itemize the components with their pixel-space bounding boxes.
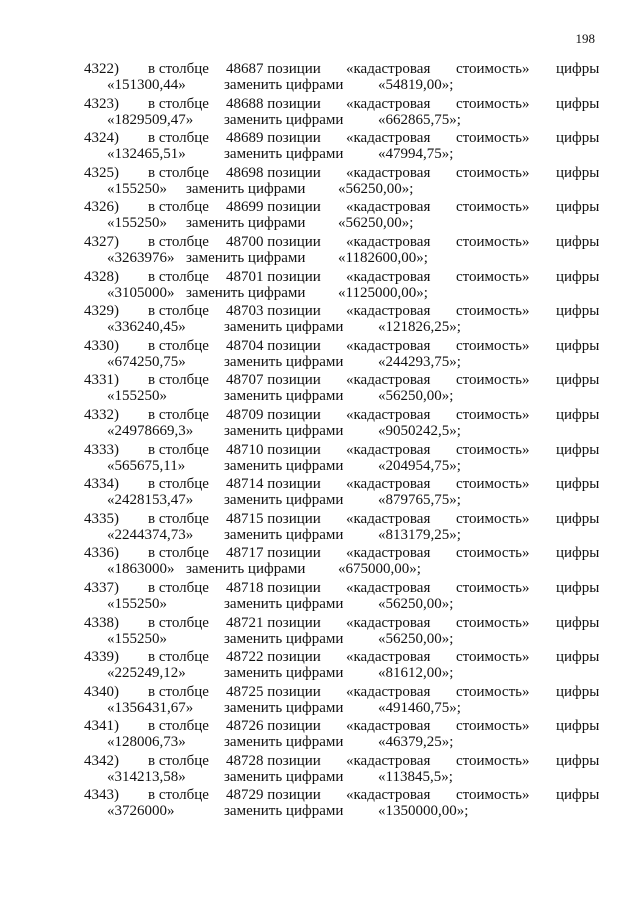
in-column-text: в столбце: [148, 95, 209, 112]
amendment-entry: [0, 442, 639, 477]
entry-second-line: [0, 77, 639, 94]
position-number: 48718 позиции: [226, 579, 321, 596]
value-word: стоимость»: [456, 406, 530, 423]
position-number: 48725 позиции: [226, 683, 321, 700]
entry-number: 4328): [84, 268, 119, 285]
new-value: «1125000,00»;: [338, 284, 428, 301]
new-value: «879765,75»;: [378, 492, 461, 509]
old-value: «1863000»: [107, 561, 175, 578]
amendment-entry: [0, 130, 639, 165]
value-word: стоимость»: [456, 372, 530, 389]
old-value: «2428153,47»: [107, 492, 194, 509]
position-number: 48726 позиции: [226, 718, 321, 735]
value-word: стоимость»: [456, 268, 530, 285]
value-word: стоимость»: [456, 545, 530, 562]
digits-word: цифры: [556, 441, 600, 458]
in-column-text: в столбце: [148, 649, 209, 666]
new-value: «204954,75»;: [378, 457, 461, 474]
in-column-text: в столбце: [148, 337, 209, 354]
replace-with-text: заменить цифрами: [224, 146, 344, 163]
cadastral-word: «кадастровая: [346, 718, 431, 735]
new-value: «675000,00»;: [338, 561, 421, 578]
replace-with-text: заменить цифрами: [186, 249, 306, 266]
digits-word: цифры: [556, 164, 600, 181]
entry-second-line: [0, 561, 639, 578]
digits-word: цифры: [556, 718, 600, 735]
cadastral-word: «кадастровая: [346, 752, 431, 769]
entry-first-line: [0, 649, 639, 666]
in-column-text: в столбце: [148, 476, 209, 493]
entry-number: 4342): [84, 752, 119, 769]
old-value: «565675,11»: [107, 457, 186, 474]
new-value: «46379,25»;: [378, 734, 454, 751]
entry-first-line: [0, 580, 639, 597]
entry-number: 4324): [84, 130, 119, 147]
entry-first-line: [0, 61, 639, 78]
value-word: стоимость»: [456, 199, 530, 216]
old-value: «3726000»: [107, 803, 175, 820]
old-value: «128006,73»: [107, 734, 186, 751]
entry-second-line: [0, 527, 639, 544]
replace-with-text: заменить цифрами: [224, 803, 344, 820]
in-column-text: в столбце: [148, 268, 209, 285]
amendment-entry: [0, 372, 639, 407]
old-value: «24978669,3»: [107, 422, 194, 439]
value-word: стоимость»: [456, 649, 530, 666]
new-value: «56250,00»;: [338, 180, 414, 197]
entry-first-line: [0, 234, 639, 251]
entry-second-line: [0, 665, 639, 682]
entry-second-line: [0, 215, 639, 232]
new-value: «662865,75»;: [378, 111, 461, 128]
replace-with-text: заменить цифрами: [224, 699, 344, 716]
new-value: «81612,00»;: [378, 665, 454, 682]
position-number: 48707 позиции: [226, 372, 321, 389]
value-word: стоимость»: [456, 95, 530, 112]
digits-word: цифры: [556, 268, 600, 285]
replace-with-text: заменить цифрами: [186, 561, 306, 578]
digits-word: цифры: [556, 787, 600, 804]
digits-word: цифры: [556, 303, 600, 320]
in-column-text: в столбце: [148, 683, 209, 700]
entry-number: 4322): [84, 61, 119, 77]
in-column-text: в столбце: [148, 199, 209, 216]
position-number: 48721 позиции: [226, 614, 321, 631]
position-number: 48714 позиции: [226, 476, 321, 493]
old-value: «1356431,67»: [107, 699, 194, 716]
value-word: стоимость»: [456, 787, 530, 804]
new-value: «813179,25»;: [378, 526, 461, 543]
replace-with-text: заменить цифрами: [224, 595, 344, 612]
new-value: «56250,00»;: [378, 630, 454, 647]
replace-with-text: заменить цифрами: [224, 768, 344, 785]
cadastral-word: «кадастровая: [346, 476, 431, 493]
entry-number: 4338): [84, 614, 119, 631]
old-value: «314213,58»: [107, 768, 186, 785]
entry-second-line: [0, 285, 639, 302]
in-column-text: в столбце: [148, 441, 209, 458]
cadastral-word: «кадастровая: [346, 199, 431, 216]
cadastral-word: «кадастровая: [346, 545, 431, 562]
cadastral-word: «кадастровая: [346, 441, 431, 458]
in-column-text: в столбце: [148, 579, 209, 596]
entry-number: 4325): [84, 164, 119, 181]
new-value: «54819,00»;: [378, 77, 454, 93]
position-number: 48703 позиции: [226, 303, 321, 320]
position-number: 48728 позиции: [226, 752, 321, 769]
new-value: «113845,5»;: [378, 768, 453, 785]
entry-second-line: [0, 388, 639, 405]
replace-with-text: заменить цифрами: [224, 734, 344, 751]
old-value: «155250»: [107, 388, 167, 405]
replace-with-text: заменить цифрами: [224, 665, 344, 682]
cadastral-word: «кадастровая: [346, 61, 431, 77]
entry-second-line: [0, 700, 639, 717]
digits-word: цифры: [556, 199, 600, 216]
entry-first-line: [0, 372, 639, 389]
value-word: стоимость»: [456, 718, 530, 735]
new-value: «121826,25»;: [378, 319, 461, 336]
cadastral-word: «кадастровая: [346, 683, 431, 700]
replace-with-text: заменить цифрами: [186, 215, 306, 232]
value-word: стоимость»: [456, 510, 530, 527]
entry-second-line: [0, 492, 639, 509]
position-number: 48722 позиции: [226, 649, 321, 666]
digits-word: цифры: [556, 406, 600, 423]
amendment-entry: [0, 753, 639, 788]
entry-first-line: [0, 338, 639, 355]
value-word: стоимость»: [456, 164, 530, 181]
digits-word: цифры: [556, 372, 600, 389]
value-word: стоимость»: [456, 303, 530, 320]
entry-second-line: [0, 146, 639, 163]
entry-first-line: [0, 545, 639, 562]
in-column-text: в столбце: [148, 614, 209, 631]
entry-second-line: [0, 250, 639, 267]
entry-first-line: [0, 165, 639, 182]
old-value: «225249,12»: [107, 665, 186, 682]
amendment-entry: [0, 580, 639, 615]
value-word: стоимость»: [456, 337, 530, 354]
entry-first-line: [0, 718, 639, 735]
cadastral-word: «кадастровая: [346, 303, 431, 320]
in-column-text: в столбце: [148, 233, 209, 250]
in-column-text: в столбце: [148, 406, 209, 423]
value-word: стоимость»: [456, 441, 530, 458]
value-word: стоимость»: [456, 233, 530, 250]
in-column-text: в столбце: [148, 372, 209, 389]
cadastral-word: «кадастровая: [346, 510, 431, 527]
digits-word: цифры: [556, 614, 600, 631]
new-value: «1182600,00»;: [338, 249, 428, 266]
old-value: «155250»: [107, 630, 167, 647]
old-value: «3263976»: [107, 249, 175, 266]
replace-with-text: заменить цифрами: [224, 77, 344, 93]
entry-number: 4339): [84, 649, 119, 666]
digits-word: цифры: [556, 61, 600, 77]
new-value: «56250,00»;: [378, 595, 454, 612]
entry-number: 4332): [84, 406, 119, 423]
value-word: стоимость»: [456, 476, 530, 493]
value-word: стоимость»: [456, 579, 530, 596]
value-word: стоимость»: [456, 614, 530, 631]
entry-number: 4329): [84, 303, 119, 320]
cadastral-word: «кадастровая: [346, 164, 431, 181]
cadastral-word: «кадастровая: [346, 337, 431, 354]
amendment-entry: [0, 545, 639, 580]
position-number: 48698 позиции: [226, 164, 321, 181]
page-number: 198: [575, 31, 595, 46]
position-number: 48689 позиции: [226, 130, 321, 147]
entry-first-line: [0, 130, 639, 147]
digits-word: цифры: [556, 510, 600, 527]
in-column-text: в столбце: [148, 303, 209, 320]
digits-word: цифры: [556, 683, 600, 700]
entry-number: 4336): [84, 545, 119, 562]
digits-word: цифры: [556, 545, 600, 562]
entry-first-line: [0, 96, 639, 113]
amendment-entry: [0, 511, 639, 546]
entry-second-line: [0, 631, 639, 648]
entry-first-line: [0, 615, 639, 632]
amendment-entry: [0, 165, 639, 200]
value-word: стоимость»: [456, 130, 530, 147]
position-number: 48717 позиции: [226, 545, 321, 562]
position-number: 48701 позиции: [226, 268, 321, 285]
amendment-entry: [0, 615, 639, 650]
amendment-entry: [0, 234, 639, 269]
digits-word: цифры: [556, 95, 600, 112]
position-number: 48709 позиции: [226, 406, 321, 423]
value-word: стоимость»: [456, 683, 530, 700]
entry-first-line: [0, 442, 639, 459]
digits-word: цифры: [556, 130, 600, 147]
replace-with-text: заменить цифрами: [224, 630, 344, 647]
amendment-entry: [0, 199, 639, 234]
position-number: 48699 позиции: [226, 199, 321, 216]
entry-second-line: [0, 319, 639, 336]
amendment-list: [0, 61, 639, 822]
digits-word: цифры: [556, 337, 600, 354]
position-number: 48688 позиции: [226, 95, 321, 112]
replace-with-text: заменить цифрами: [224, 526, 344, 543]
entry-first-line: [0, 199, 639, 216]
amendment-entry: [0, 303, 639, 338]
entry-first-line: [0, 684, 639, 701]
entry-number: 4335): [84, 510, 119, 527]
digits-word: цифры: [556, 649, 600, 666]
old-value: «674250,75»: [107, 353, 186, 370]
replace-with-text: заменить цифрами: [224, 457, 344, 474]
entry-second-line: [0, 423, 639, 440]
entry-number: 4341): [84, 718, 119, 735]
digits-word: цифры: [556, 233, 600, 250]
in-column-text: в столбце: [148, 787, 209, 804]
cadastral-word: «кадастровая: [346, 649, 431, 666]
in-column-text: в столбце: [148, 164, 209, 181]
position-number: 48687 позиции: [226, 61, 321, 77]
old-value: «151300,44»: [107, 77, 186, 93]
entry-number: 4334): [84, 476, 119, 493]
digits-word: цифры: [556, 579, 600, 596]
new-value: «47994,75»;: [378, 146, 454, 163]
amendment-entry: [0, 407, 639, 442]
amendment-entry: [0, 718, 639, 753]
new-value: «244293,75»;: [378, 353, 461, 370]
replace-with-text: заменить цифрами: [224, 353, 344, 370]
digits-word: цифры: [556, 476, 600, 493]
cadastral-word: «кадастровая: [346, 787, 431, 804]
new-value: «491460,75»;: [378, 699, 461, 716]
entry-second-line: [0, 769, 639, 786]
entry-second-line: [0, 734, 639, 751]
replace-with-text: заменить цифрами: [186, 180, 306, 197]
entry-number: 4340): [84, 683, 119, 700]
entry-first-line: [0, 407, 639, 424]
position-number: 48710 позиции: [226, 441, 321, 458]
replace-with-text: заменить цифрами: [224, 492, 344, 509]
cadastral-word: «кадастровая: [346, 614, 431, 631]
cadastral-word: «кадастровая: [346, 406, 431, 423]
in-column-text: в столбце: [148, 545, 209, 562]
amendment-entry: [0, 338, 639, 373]
in-column-text: в столбце: [148, 130, 209, 147]
entry-first-line: [0, 476, 639, 493]
new-value: «1350000,00»;: [378, 803, 469, 820]
entry-first-line: [0, 787, 639, 804]
value-word: стоимость»: [456, 752, 530, 769]
in-column-text: в столбце: [148, 752, 209, 769]
old-value: «2244374,73»: [107, 526, 194, 543]
digits-word: цифры: [556, 752, 600, 769]
old-value: «132465,51»: [107, 146, 186, 163]
old-value: «155250»: [107, 215, 167, 232]
entry-second-line: [0, 458, 639, 475]
entry-number: 4330): [84, 337, 119, 354]
entry-second-line: [0, 181, 639, 198]
entry-number: 4323): [84, 95, 119, 112]
position-number: 48700 позиции: [226, 233, 321, 250]
in-column-text: в столбце: [148, 510, 209, 527]
entry-first-line: [0, 753, 639, 770]
entry-number: 4331): [84, 372, 119, 389]
cadastral-word: «кадастровая: [346, 130, 431, 147]
cadastral-word: «кадастровая: [346, 579, 431, 596]
position-number: 48729 позиции: [226, 787, 321, 804]
replace-with-text: заменить цифрами: [186, 284, 306, 301]
new-value: «56250,00»;: [378, 388, 454, 405]
entry-number: 4337): [84, 579, 119, 596]
position-number: 48704 позиции: [226, 337, 321, 354]
entry-second-line: [0, 112, 639, 129]
entry-second-line: [0, 354, 639, 371]
new-value: «56250,00»;: [338, 215, 414, 232]
old-value: «155250»: [107, 595, 167, 612]
entry-second-line: [0, 596, 639, 613]
in-column-text: в столбце: [148, 61, 209, 77]
old-value: «1829509,47»: [107, 111, 194, 128]
cadastral-word: «кадастровая: [346, 372, 431, 389]
amendment-entry: [0, 269, 639, 304]
entry-number: 4343): [84, 787, 119, 804]
cadastral-word: «кадастровая: [346, 268, 431, 285]
entry-number: 4326): [84, 199, 119, 216]
replace-with-text: заменить цифрами: [224, 111, 344, 128]
cadastral-word: «кадастровая: [346, 233, 431, 250]
amendment-entry: [0, 684, 639, 719]
entry-first-line: [0, 511, 639, 528]
new-value: «9050242,5»;: [378, 422, 461, 439]
old-value: «155250»: [107, 180, 167, 197]
position-number: 48715 позиции: [226, 510, 321, 527]
old-value: «336240,45»: [107, 319, 186, 336]
in-column-text: в столбце: [148, 718, 209, 735]
value-word: стоимость»: [456, 61, 530, 77]
entry-number: 4327): [84, 233, 119, 250]
entry-number: 4333): [84, 441, 119, 458]
cadastral-word: «кадастровая: [346, 95, 431, 112]
entry-first-line: [0, 303, 639, 320]
entry-first-line: [0, 269, 639, 286]
amendment-entry: [0, 476, 639, 511]
amendment-entry: [0, 787, 639, 822]
old-value: «3105000»: [107, 284, 175, 301]
entry-second-line: [0, 803, 639, 820]
amendment-entry: [0, 61, 639, 96]
amendment-entry: [0, 649, 639, 684]
replace-with-text: заменить цифрами: [224, 388, 344, 405]
replace-with-text: заменить цифрами: [224, 422, 344, 439]
replace-with-text: заменить цифрами: [224, 319, 344, 336]
amendment-entry: [0, 96, 639, 131]
